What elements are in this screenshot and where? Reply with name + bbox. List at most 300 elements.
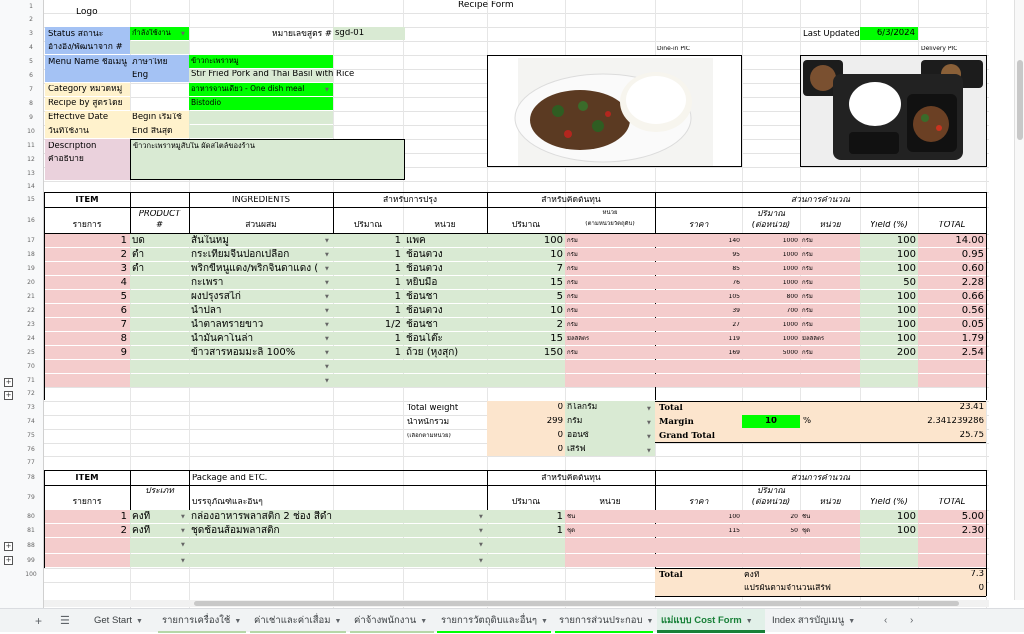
pkg-var-value: 0 <box>978 584 984 593</box>
item-number: 3 <box>120 263 127 274</box>
recipe-by-label: Recipe by สูตรโดย <box>48 99 123 108</box>
sheet-tab[interactable] <box>555 609 653 633</box>
pkg-calc-cell <box>655 538 860 553</box>
row-number[interactable]: 73 <box>27 404 35 411</box>
cost-unit: กรัม <box>567 280 578 286</box>
cook-qty: 1 <box>394 235 401 246</box>
sheet-tab[interactable] <box>768 609 872 633</box>
row-number[interactable]: 70 <box>27 363 35 370</box>
cook-unit: ช้อนตวง <box>406 263 443 274</box>
pkg-name[interactable]: กล่องอาหารพลาสติก 2 ช่อง สีดำ <box>191 511 333 522</box>
unit-price: 85 <box>732 266 740 272</box>
row-number[interactable]: 4 <box>29 44 33 51</box>
cost-unit: กรัม <box>567 294 578 300</box>
cook-qty-cell[interactable] <box>333 360 487 373</box>
row-number[interactable]: 7 <box>29 86 33 93</box>
row-total: 0.60 <box>961 263 984 274</box>
yield-value: 100 <box>896 305 916 316</box>
calc-unit-header: หน่วย <box>819 221 841 230</box>
net-weight-label: น้ำหนักรวม <box>407 418 450 427</box>
yield-value: 100 <box>896 263 916 274</box>
cook-header: สำหรับการปรุง <box>382 196 438 205</box>
total-value: 23.41 <box>959 403 984 412</box>
chevron-down-icon[interactable]: ▼ <box>745 618 753 625</box>
chevron-down-icon[interactable]: ▼ <box>848 618 856 625</box>
pkg-calc-cell <box>655 554 860 567</box>
sheet-tab[interactable] <box>350 609 434 633</box>
expand-group-button[interactable]: + <box>5 556 12 564</box>
cost-qty: 5 <box>556 291 563 302</box>
product-cell[interactable] <box>130 290 189 303</box>
pkg-qty: 1 <box>556 511 563 522</box>
pkg-item-th-header: รายการ <box>72 498 102 507</box>
pkg-calc-unit: ชุด <box>802 528 810 534</box>
pkg-amount-header: ปริมาณ <box>756 487 786 496</box>
ref-input[interactable] <box>130 41 189 54</box>
pkg-item-header: ITEM <box>75 474 99 483</box>
cost-qty: 2 <box>556 319 563 330</box>
ing-item-header: ITEM <box>75 196 99 205</box>
recipe-no-label: หมายเลขสูตร # <box>272 30 332 39</box>
yield-value: 100 <box>896 235 916 246</box>
row-number[interactable]: 79 <box>27 493 35 501</box>
pkg-unit: ชิ้น <box>567 514 576 520</box>
calc-unit: กรัม <box>802 294 813 300</box>
row-number[interactable]: 75 <box>27 432 35 439</box>
row-number[interactable]: 20 <box>27 279 35 286</box>
cost-qty: 150 <box>543 347 563 358</box>
product-cell[interactable] <box>130 360 189 373</box>
item-number: 5 <box>120 291 127 302</box>
calc-unit: กรัม <box>802 308 813 314</box>
ingredient-cell[interactable] <box>189 374 333 387</box>
row-number[interactable]: 88 <box>27 542 35 549</box>
ingredient-cell[interactable] <box>189 360 333 373</box>
sheet-tab-label: รายการวัตถุดิบและอื่นๆ <box>441 615 537 626</box>
chevron-down-icon: ▼ <box>647 434 651 440</box>
cost-qty: 15 <box>550 277 563 288</box>
calc-cell <box>655 374 860 387</box>
cook-qty: 1 <box>394 249 401 260</box>
sheet-tab[interactable] <box>250 609 346 633</box>
tab-color-indicator <box>437 631 551 633</box>
cook-qty: 1 <box>394 263 401 274</box>
ing-item-th-header: รายการ <box>72 221 102 230</box>
chevron-down-icon: ▼ <box>325 294 329 300</box>
delivery-photo-image <box>801 56 987 167</box>
unit-amount: 1000 <box>782 252 798 258</box>
cook-unit: แพค <box>406 235 426 246</box>
tab-color-indicator <box>158 631 246 633</box>
sheet-tab[interactable] <box>158 609 246 633</box>
pkg-type[interactable]: คงที่ <box>132 511 151 522</box>
sheet-tab-label: แม่แบบ Cost Form <box>661 615 742 626</box>
row-number[interactable]: 14 <box>27 182 35 190</box>
pkg-item-cell[interactable] <box>45 554 130 567</box>
cost-unit-cell <box>565 290 655 303</box>
dinein-picture[interactable] <box>487 55 742 167</box>
ingredient-name[interactable]: สันในหมู <box>191 235 229 246</box>
total-label: Total <box>659 404 683 413</box>
row-number[interactable]: 72 <box>27 390 35 397</box>
chevron-down-icon: ▼ <box>325 350 329 356</box>
end-date-input[interactable] <box>189 125 333 138</box>
grid-line <box>44 387 989 388</box>
select-unit-label: (เลือกตามหน่วย) <box>407 433 451 439</box>
ingredients-header: INGREDIENTS <box>231 196 291 205</box>
calc-unit: กรัม <box>802 322 813 328</box>
row-number[interactable]: 8 <box>29 100 33 107</box>
cost-unit: กรัม <box>567 308 578 314</box>
net-weight-unit[interactable]: กรัม <box>567 417 583 426</box>
product-header: PRODUCT <box>138 210 181 219</box>
pkg-qty-cell[interactable] <box>487 538 565 553</box>
form-title: Recipe Form <box>458 1 514 10</box>
row-number[interactable]: 24 <box>27 335 35 342</box>
chevron-down-icon: ▼ <box>325 378 329 384</box>
row-number[interactable]: 81 <box>27 527 35 534</box>
chevron-down-icon[interactable]: ▼ <box>420 618 428 625</box>
chevron-down-icon: ▼ <box>325 252 329 258</box>
chevron-down-icon[interactable]: ▼ <box>234 618 242 625</box>
add-sheet-icon[interactable]: + <box>35 614 43 628</box>
chevron-down-icon[interactable]: ▼ <box>541 618 548 625</box>
last-updated-value: 6/3/2024 <box>876 29 915 38</box>
cook-unit: ช้อนตวง <box>406 249 443 260</box>
cook-unit-header: หน่วย <box>434 221 456 230</box>
pkg-item-cell[interactable] <box>45 538 130 553</box>
pkg-qty-header: ปริมาณ <box>511 498 541 507</box>
item-number: 6 <box>120 305 127 316</box>
product-method[interactable]: ตำ <box>132 263 145 274</box>
calc-unit: กรัม <box>802 238 813 244</box>
lang-th-label: ภาษาไทย <box>132 58 168 67</box>
product-cell[interactable] <box>130 346 189 359</box>
ingredient-name[interactable]: กระเทียมจีนปอกเปลือก <box>191 249 290 260</box>
expand-group-button[interactable]: + <box>5 391 12 399</box>
yield-cell[interactable] <box>860 374 918 387</box>
row-total: 2.54 <box>961 347 984 358</box>
ingredient-name[interactable]: น้ำมันคาโนล่า <box>191 333 254 344</box>
ref-label: อ้างอิง/พัฒนาจาก # <box>48 43 123 52</box>
ingredient-name[interactable]: ข้าวสารหอมมะลิ 100% <box>191 347 296 358</box>
cost-unit-cell <box>565 346 655 359</box>
row-number[interactable]: 9 <box>29 114 33 121</box>
product-cell[interactable] <box>130 374 189 387</box>
cost-qty-cell[interactable] <box>487 374 565 387</box>
row-number[interactable]: 76 <box>27 445 35 453</box>
row-number[interactable]: 10 <box>27 128 35 135</box>
margin-amount: 2.341239286 <box>927 417 984 426</box>
chevron-down-icon: ▼ <box>325 364 329 370</box>
ingredient-name[interactable]: น้ำตาลทรายขาว <box>191 319 264 330</box>
ingredient-name[interactable]: พริกขี้หนูแดง/พริกจินดาแดง ( <box>191 263 319 274</box>
cost-unit-cell <box>565 318 655 331</box>
total-weight-value: 0 <box>557 403 563 412</box>
pkg-unit-cell <box>565 538 655 553</box>
scroll-thumb[interactable] <box>194 601 959 606</box>
logo-text: Logo <box>76 8 98 17</box>
row-number[interactable]: 74 <box>27 418 35 425</box>
all-sheets-menu-icon[interactable]: ☰ <box>60 615 70 627</box>
pkg-qty-cell[interactable] <box>487 554 565 567</box>
row-number[interactable]: 71 <box>27 376 35 384</box>
row-number[interactable]: 23 <box>27 321 35 328</box>
sheet-tab[interactable] <box>657 609 765 633</box>
ingredients-th-header: ส่วนผสม <box>245 221 277 230</box>
cost-qty: 15 <box>550 333 563 344</box>
grid-line <box>44 13 989 14</box>
row-total: 1.79 <box>961 333 984 344</box>
chevron-down-icon: ▼ <box>479 558 483 564</box>
pkg-name-cell[interactable] <box>189 554 487 567</box>
sheet-tab-label: Get Start <box>94 615 133 626</box>
pkg-total-header: TOTAL <box>938 498 966 507</box>
sheet-tab-label: ค่าจ้างพนักงาน <box>354 615 417 626</box>
status-value: กำลังใช้งาน <box>132 29 171 37</box>
chevron-down-icon: ▼ <box>647 406 651 412</box>
cook-qty: 1 <box>394 305 401 316</box>
calc-unit: กรัม <box>802 280 813 286</box>
dinein-label: Dine-in PIC <box>657 46 690 52</box>
chevron-down-icon: ▼ <box>647 448 651 454</box>
chevron-down-icon: ▼ <box>181 528 185 534</box>
unit-price: 76 <box>732 280 740 286</box>
cost-qty: 10 <box>550 249 563 260</box>
begin-date-input[interactable] <box>189 111 333 124</box>
product-hash-header: # <box>155 221 164 230</box>
ounce-unit[interactable]: ออนซ์ <box>567 431 589 440</box>
amount-sub-header: (ต่อหน่วย) <box>751 221 791 230</box>
row-number[interactable]: 11 <box>27 142 35 149</box>
row-number[interactable]: 99 <box>27 557 35 564</box>
unit-amount: 1000 <box>782 336 798 342</box>
yield-cell[interactable] <box>860 360 918 373</box>
effective-label: Effective Date <box>48 113 109 122</box>
use-date-label: วันที่ใช้งาน <box>48 127 89 136</box>
expand-group-button[interactable]: + <box>5 378 12 386</box>
pkg-total-cell <box>918 554 986 567</box>
row-total: 0.56 <box>961 305 984 316</box>
row-number[interactable]: 12 <box>27 156 35 163</box>
chevron-down-icon[interactable]: ▼ <box>334 618 342 625</box>
row-number[interactable]: 16 <box>27 216 35 224</box>
serving-value: 0 <box>557 445 563 454</box>
margin-value: 10 <box>765 417 777 426</box>
cost-header: สำหรับคิดต้นทุน <box>541 196 601 205</box>
pkg-fixed-label: คงที่ <box>744 571 760 580</box>
cook-qty-cell[interactable] <box>333 374 487 387</box>
desc-label-th: คำอธิบาย <box>48 155 84 164</box>
net-weight-value: 299 <box>546 417 563 426</box>
chevron-down-icon: ▼ <box>647 420 651 426</box>
ingredient-name[interactable]: ผงปรุงรสไก่ <box>191 291 241 302</box>
sheet-tab-label: รายการเครื่องใช้ <box>162 615 231 626</box>
cook-unit: ช้อนตวง <box>406 305 443 316</box>
chevron-left-icon[interactable]: ‹ <box>884 615 888 626</box>
scroll-thumb[interactable] <box>1017 60 1023 140</box>
sheet-tab-label: ค่าเช่าและค่าเสื่อม <box>254 615 331 626</box>
item-number: 1 <box>120 235 127 246</box>
cost-unit-cell <box>565 248 655 261</box>
pkg-total: 2.30 <box>961 525 984 536</box>
cook-unit: หยิบมือ <box>406 277 438 288</box>
cost-unit-cell <box>565 276 655 289</box>
category-label: Category หมวดหมู่ <box>48 85 123 94</box>
yield-header: Yield (%) <box>870 221 908 230</box>
pkg-yield-cell[interactable] <box>860 554 918 567</box>
calc-cell <box>655 360 860 373</box>
chevron-down-icon: ▼ <box>325 280 329 286</box>
cost-unit: มิลลิลิตร <box>567 336 590 342</box>
ounce-value: 0 <box>557 431 563 440</box>
cook-unit: ถ้วย (หุงสุก) <box>406 347 459 358</box>
serving-unit[interactable]: เสิร์ฟ <box>567 445 586 454</box>
row-number[interactable]: 78 <box>27 473 35 481</box>
product-cell[interactable] <box>130 318 189 331</box>
item-number: 2 <box>120 249 127 260</box>
cost-unit: กรัม <box>567 266 578 272</box>
row-number[interactable]: 18 <box>27 251 35 258</box>
product-cell[interactable] <box>130 304 189 317</box>
product-cell[interactable] <box>130 332 189 345</box>
sheet-tab-label: Index สารบัญเมนู <box>772 615 845 626</box>
calc-unit: กรัม <box>802 266 813 272</box>
pkg-name[interactable]: ชุดช้อนส้อมพลาสติก <box>191 525 280 536</box>
pkg-price-header: ราคา <box>688 498 709 507</box>
ingredient-name[interactable]: กะเพรา <box>191 277 224 288</box>
chevron-down-icon: ▼ <box>479 528 483 534</box>
row-number[interactable]: 6 <box>29 72 33 79</box>
pkg-calc-header: ส่วนการคำนวณ <box>790 474 851 483</box>
yield-value: 50 <box>903 277 916 288</box>
yield-value: 100 <box>896 249 916 260</box>
recipe-by-value: Bistodio <box>191 99 222 107</box>
cost-unit-cell <box>565 262 655 275</box>
product-method[interactable]: บด <box>132 235 145 246</box>
unit-price: 169 <box>728 350 740 356</box>
pkg-unit-cell <box>565 510 655 523</box>
status-label: Status สถานะ <box>48 30 104 39</box>
chevron-down-icon[interactable]: ▼ <box>646 618 654 625</box>
begin-label: Begin เริ่มใช้ <box>132 113 182 122</box>
grand-total-value: 25.75 <box>959 431 984 440</box>
sheet-tab[interactable] <box>90 609 154 633</box>
name-en-value: Stir Fried Pork and Thai Basil with Rice <box>191 70 355 79</box>
cost-unit: กรัม <box>567 322 578 328</box>
row-number[interactable]: 77 <box>27 459 35 466</box>
row-total: 0.95 <box>961 249 984 260</box>
margin-label: Margin <box>659 418 694 427</box>
pkg-total-cell <box>918 538 986 553</box>
pkg-yield-header: Yield (%) <box>870 498 908 507</box>
chevron-right-icon[interactable]: › <box>910 615 914 626</box>
cost-unit: กรัม <box>567 252 578 258</box>
item-cell[interactable] <box>45 374 130 387</box>
calc-unit: กรัม <box>802 350 813 356</box>
delivery-label: Delivery PIC <box>921 46 958 52</box>
ingredient-name[interactable]: น้ำปลา <box>191 305 222 316</box>
end-label: End สิ้นสุด <box>132 127 173 136</box>
yield-value: 200 <box>896 347 916 358</box>
cost-qty-cell[interactable] <box>487 360 565 373</box>
calc-unit: มิลลิลิตร <box>802 336 825 342</box>
chevron-down-icon: ▼ <box>181 514 185 520</box>
unit-price: 95 <box>732 252 740 258</box>
chevron-down-icon: ▼ <box>181 31 185 37</box>
row-number[interactable]: 5 <box>29 58 33 65</box>
chevron-down-icon: ▼ <box>479 542 483 548</box>
pkg-total-label: Total <box>659 571 683 580</box>
pkg-unit-header: หน่วย <box>599 498 621 507</box>
unit-price: 119 <box>728 336 740 342</box>
row-number[interactable]: 2 <box>29 16 33 23</box>
amount-header: ปริมาณ <box>756 210 786 219</box>
chevron-down-icon: ▼ <box>325 336 329 342</box>
row-number[interactable]: 13 <box>27 170 35 177</box>
pkg-name-cell[interactable] <box>189 538 487 553</box>
chevron-down-icon: ▼ <box>181 558 185 564</box>
product-method[interactable]: ตำ <box>132 249 145 260</box>
row-number[interactable]: 80 <box>27 513 35 520</box>
margin-percent: % <box>803 417 812 426</box>
item-cell[interactable] <box>45 360 130 373</box>
row-number[interactable]: 1 <box>29 2 33 10</box>
yield-value: 100 <box>896 291 916 302</box>
row-number[interactable]: 21 <box>27 293 35 300</box>
horizontal-scrollbar[interactable] <box>44 600 989 607</box>
tab-color-indicator <box>250 631 346 633</box>
row-number[interactable]: 25 <box>27 349 35 356</box>
row-number[interactable]: 19 <box>27 265 35 272</box>
sheet-tab[interactable] <box>437 609 551 633</box>
yield-value: 100 <box>896 319 916 330</box>
pkg-type[interactable]: คงที่ <box>132 525 151 536</box>
pkg-yield-cell[interactable] <box>860 538 918 553</box>
cost-unit-cell <box>565 374 655 387</box>
total-cell <box>918 360 986 373</box>
cost-unit: กรัม <box>567 350 578 356</box>
row-number[interactable]: 22 <box>27 307 35 314</box>
tab-color-indicator <box>350 631 434 633</box>
row-number[interactable]: 17 <box>27 237 35 244</box>
chevron-down-icon[interactable]: ▼ <box>136 618 143 625</box>
expand-group-button[interactable]: + <box>5 542 12 550</box>
row-total: 0.05 <box>961 319 984 330</box>
row-total: 14.00 <box>955 235 984 246</box>
row-total: 2.28 <box>961 277 984 288</box>
tab-color-indicator <box>555 631 653 633</box>
total-weight-unit[interactable]: กิโลกรัม <box>567 403 598 412</box>
pkg-item-number: 1 <box>120 511 127 522</box>
vertical-scrollbar[interactable] <box>1014 0 1024 600</box>
pkg-cost-header: สำหรับคิดต้นทุน <box>541 474 601 483</box>
row-number[interactable]: 15 <box>27 195 35 203</box>
row-number[interactable]: 100 <box>25 571 37 578</box>
sheet-tab-label: รายการส่วนประกอบ <box>559 615 643 626</box>
cook-unit: ช้อนชา <box>406 319 439 330</box>
pkg-item-number: 2 <box>120 525 127 536</box>
row-number[interactable]: 3 <box>29 30 33 37</box>
pkg-type-header: ประเภท <box>145 487 174 496</box>
pkg-yield: 100 <box>896 511 916 522</box>
unit-price: 105 <box>728 294 740 300</box>
product-cell[interactable] <box>130 276 189 289</box>
pkg-var-label: แปรผันตามจำนวนเสิร์ฟ <box>744 584 831 593</box>
grid-line <box>44 181 989 182</box>
chevron-down-icon: ▼ <box>325 322 329 328</box>
delivery-picture[interactable] <box>800 55 987 167</box>
